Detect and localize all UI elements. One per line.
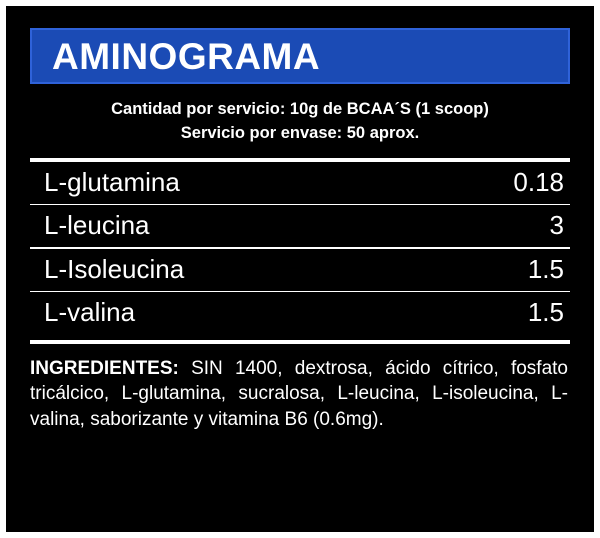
amino-value: 1.5 [527,297,564,328]
table-row [30,162,570,204]
ingredients-heading: INGREDIENTES: [30,358,179,380]
table-row [30,205,570,247]
ingredients-text: SIN 1400, dextrosa, ácido cítrico, fosfato tricálcico, L-glutamina, sucralosa, L-leucina, L-isoleucina, L-valina, saborizante y vitamina B6 (0.6mg). [30,358,568,430]
amino-acid-table [30,162,570,335]
amino-name: L-Isoleucina [44,253,185,284]
amino-name: L-leucina [44,210,150,241]
panel-inner [30,28,570,432]
page-title: AMINOGRAMA [52,35,321,77]
amino-value: 0.18 [513,166,564,197]
amino-name: L-valina [44,297,136,328]
supplement-facts-panel [6,6,594,532]
table-row [30,249,570,291]
amino-value: 1.5 [527,253,564,284]
divider-bottom-thick [30,340,570,344]
serving-info [30,98,570,146]
table-row [30,292,570,334]
servings-per-container-line: Servicio por envase: 50 aprox. [180,123,420,142]
serving-size-line: Cantidad por servicio: 10g de BCAA´S (1 scoop) [111,100,489,118]
amino-value: 3 [549,210,564,241]
ingredients-section [30,356,570,431]
panel-title-bar [30,28,570,84]
amino-name: L-glutamina [44,166,180,197]
